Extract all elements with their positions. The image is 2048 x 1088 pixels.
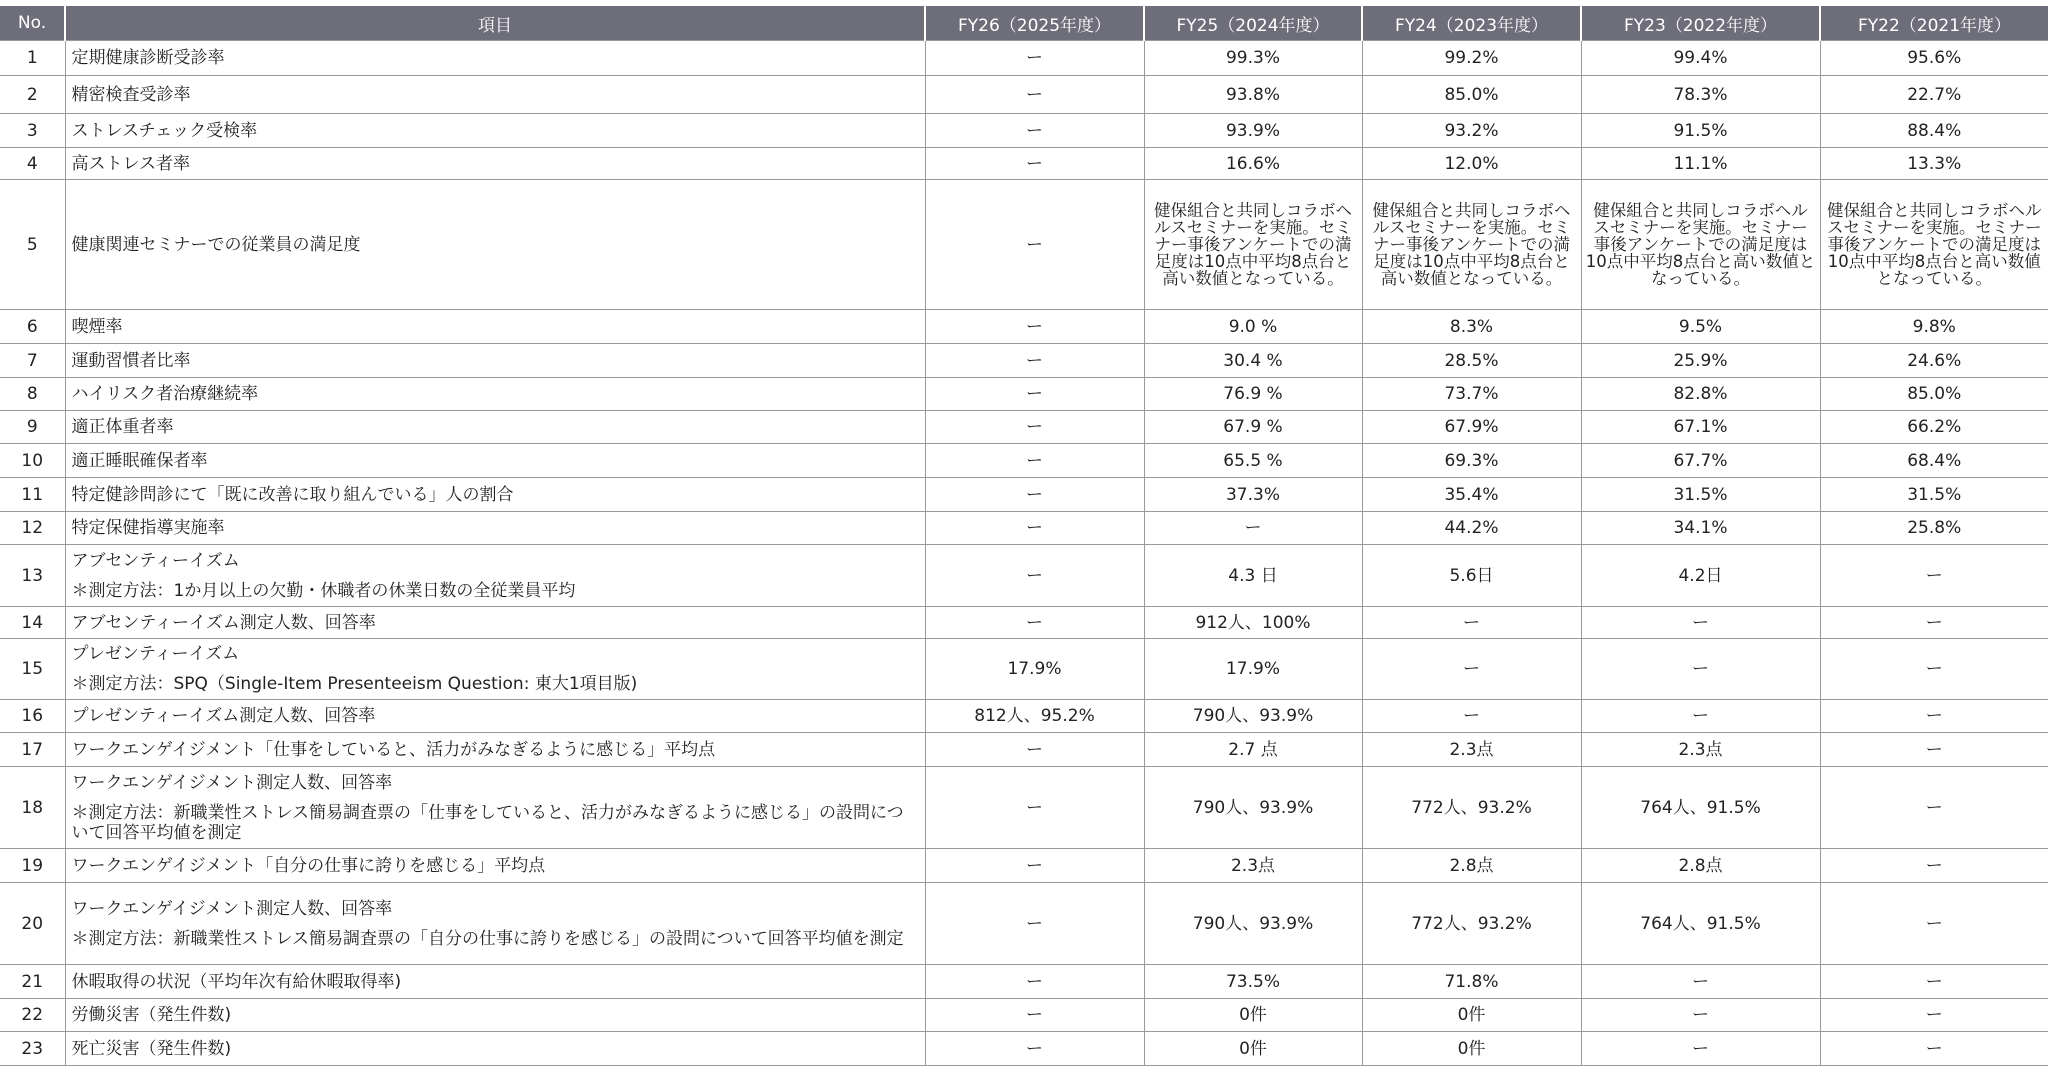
value-cell-fy24: ー [1362, 607, 1581, 639]
row-number: 12 [0, 512, 65, 545]
value-cell-fy24: 772人、93.2% [1362, 767, 1581, 849]
value-cell-fy25: 0件 [1144, 1032, 1362, 1066]
row-item-label: 適正体重者率 [71, 417, 174, 437]
row-number: 17 [0, 733, 65, 767]
table-row [0, 733, 2048, 767]
value-cell-fy24: 85.0% [1362, 76, 1581, 114]
value-cell-fy26: ー [925, 999, 1144, 1032]
row-number: 19 [0, 849, 65, 883]
value-cell-fy23: 99.4% [1581, 41, 1820, 76]
row-item-label: 健康関連セミナーでの従業員の満足度 [71, 234, 361, 255]
value-cell-fy24: 69.3% [1362, 444, 1581, 478]
value-cell-fy22: 31.5% [1820, 478, 2048, 512]
value-cell-fy26: ー [925, 849, 1144, 883]
table-row [0, 344, 2048, 378]
value-cell-fy26: 17.9% [925, 639, 1144, 700]
value-cell-fy26: ー [925, 883, 1144, 965]
row-item-cell [65, 41, 925, 76]
value-cell-fy22: 88.4% [1820, 114, 2048, 148]
value-cell-fy26: ー [925, 1032, 1144, 1066]
value-cell-fy22: ー [1820, 883, 2048, 965]
value-cell-fy22: 健保組合と共同しコラボヘルスセミナーを実施。セミナー事後アンケートでの満足度は10点中平均8点台と高い数値となっている。 [1820, 180, 2048, 310]
table-row [0, 444, 2048, 478]
row-item-cell [65, 607, 925, 639]
table-row [0, 310, 2048, 344]
value-cell-fy22: 22.7% [1820, 76, 2048, 114]
row-number: 21 [0, 965, 65, 999]
value-cell-fy24: 67.9% [1362, 411, 1581, 444]
row-item-cell [65, 344, 925, 378]
row-item-label: プレゼンティーイズム測定人数、回答率 [71, 706, 376, 726]
row-number: 15 [0, 639, 65, 700]
value-cell-fy25: 37.3% [1144, 478, 1362, 512]
value-cell-fy25: 99.3% [1144, 41, 1362, 76]
row-item-label: 適正睡眠確保者率 [71, 450, 208, 471]
value-cell-fy23: 2.3点 [1581, 733, 1820, 767]
table-row [0, 114, 2048, 148]
table-row [0, 76, 2048, 114]
value-cell-fy25: 790人、93.9% [1144, 883, 1362, 965]
table-row [0, 378, 2048, 411]
value-cell-fy22: 24.6% [1820, 344, 2048, 378]
row-item-label: 特定健診問診にて「既に改善に取り組んでいる」人の割合 [71, 484, 514, 505]
value-cell-fy26: ー [925, 180, 1144, 310]
value-cell-fy22: 95.6% [1820, 41, 2048, 76]
row-item-cell [65, 76, 925, 114]
value-cell-fy22: 85.0% [1820, 378, 2048, 411]
value-cell-fy23: 9.5% [1581, 310, 1820, 344]
row-number: 6 [0, 310, 65, 344]
row-item-cell [65, 512, 925, 545]
value-cell-fy23: 25.9% [1581, 344, 1820, 378]
value-cell-fy23: 764人、91.5% [1581, 883, 1820, 965]
table-row [0, 965, 2048, 999]
value-cell-fy26: ー [925, 478, 1144, 512]
header-fy24: FY24（2023年度） [1362, 6, 1581, 41]
value-cell-fy26: ー [925, 545, 1144, 607]
row-number: 14 [0, 607, 65, 639]
value-cell-fy26: ー [925, 411, 1144, 444]
value-cell-fy25: 健保組合と共同しコラボヘルスセミナーを実施。セミナー事後アンケートでの満足度は10点中平均8点台と高い数値となっている。 [1144, 180, 1362, 310]
value-cell-fy23: 34.1% [1581, 512, 1820, 545]
table-body [0, 41, 2048, 1066]
value-cell-fy24: 5.6日 [1362, 545, 1581, 607]
value-cell-fy24: 93.2% [1362, 114, 1581, 148]
table-row [0, 512, 2048, 545]
row-item-cell [65, 639, 925, 700]
row-item-label: アブセンティーイズム [71, 550, 240, 571]
table-row [0, 607, 2048, 639]
value-cell-fy26: ー [925, 310, 1144, 344]
table-row [0, 148, 2048, 180]
value-cell-fy24: 2.3点 [1362, 733, 1581, 767]
row-number: 7 [0, 344, 65, 378]
row-measurement-note: ＊測定方法：1か月以上の欠勤・休職者の休業日数の全従業員平均 [71, 580, 576, 601]
row-item-cell [65, 444, 925, 478]
table-row [0, 639, 2048, 700]
table-row [0, 999, 2048, 1032]
row-item-cell [65, 310, 925, 344]
row-item-cell [65, 411, 925, 444]
row-item-label: 運動習慣者比率 [71, 350, 191, 371]
header-fy26: FY26（2025年度） [925, 6, 1144, 41]
value-cell-fy26: ー [925, 41, 1144, 76]
value-cell-fy25: 30.4 % [1144, 344, 1362, 378]
value-cell-fy23: 健保組合と共同しコラボヘルスセミナーを実施。セミナー事後アンケートでの満足度は10点中平均8点台と高い数値となっている。 [1581, 180, 1820, 310]
value-cell-fy26: ー [925, 148, 1144, 180]
table-row [0, 700, 2048, 733]
row-number: 3 [0, 114, 65, 148]
row-item-label: ワークエンゲイジメント「仕事をしていると、活力がみなぎるように感じる」平均点 [71, 739, 716, 760]
value-cell-fy23: 67.1% [1581, 411, 1820, 444]
row-item-label: 特定保健指導実施率 [71, 518, 225, 538]
row-measurement-note: ＊測定方法：新職業性ストレス簡易調査票の「仕事をしていると、活力がみなぎるように感じる」の設問について回答平均値を測定 [71, 802, 904, 843]
value-cell-fy26: ー [925, 607, 1144, 639]
value-cell-fy26: 812人、95.2% [925, 700, 1144, 733]
row-number: 11 [0, 478, 65, 512]
row-item-label: ワークエンゲイジメント測定人数、回答率 [71, 898, 393, 919]
row-item-cell [65, 180, 925, 310]
value-cell-fy22: ー [1820, 607, 2048, 639]
row-number: 5 [0, 180, 65, 310]
value-cell-fy24: ー [1362, 639, 1581, 700]
value-cell-fy25: 4.3 日 [1144, 545, 1362, 607]
row-number: 8 [0, 378, 65, 411]
value-cell-fy26: ー [925, 767, 1144, 849]
row-item-label: アブセンティーイズム測定人数、回答率 [71, 612, 376, 633]
table-row [0, 545, 2048, 607]
value-cell-fy26: ー [925, 76, 1144, 114]
row-measurement-note: ＊測定方法：新職業性ストレス簡易調査票の「自分の仕事に誇りを感じる」の設問について回答平均値を測定 [71, 928, 904, 949]
value-cell-fy22: ー [1820, 1032, 2048, 1066]
row-item-cell [65, 378, 925, 411]
row-number: 4 [0, 148, 65, 180]
row-item-cell [65, 545, 925, 607]
table-row [0, 1032, 2048, 1066]
value-cell-fy26: ー [925, 512, 1144, 545]
row-item-cell [65, 849, 925, 883]
value-cell-fy22: 9.8% [1820, 310, 2048, 344]
row-number: 9 [0, 411, 65, 444]
row-item-label: ワークエンゲイジメント測定人数、回答率 [71, 772, 393, 793]
value-cell-fy25: 73.5% [1144, 965, 1362, 999]
row-number: 1 [0, 41, 65, 76]
row-number: 10 [0, 444, 65, 478]
value-cell-fy22: ー [1820, 733, 2048, 767]
value-cell-fy23: 4.2日 [1581, 545, 1820, 607]
row-item-label: 定期健康診断受診率 [71, 48, 225, 68]
value-cell-fy25: 65.5 % [1144, 444, 1362, 478]
value-cell-fy23: ー [1581, 1032, 1820, 1066]
value-cell-fy25: 790人、93.9% [1144, 700, 1362, 733]
header-fy25: FY25（2024年度） [1144, 6, 1362, 41]
value-cell-fy24: 99.2% [1362, 41, 1581, 76]
row-item-label: ストレスチェック受検率 [71, 120, 258, 141]
row-item-label: 喫煙率 [71, 316, 123, 337]
value-cell-fy25: 16.6% [1144, 148, 1362, 180]
row-item-label: 精密検査受診率 [71, 84, 191, 105]
value-cell-fy26: ー [925, 733, 1144, 767]
value-cell-fy23: 82.8% [1581, 378, 1820, 411]
header-fy22: FY22（2021年度） [1820, 6, 2048, 41]
table-row [0, 41, 2048, 76]
value-cell-fy23: ー [1581, 965, 1820, 999]
value-cell-fy25: 93.8% [1144, 76, 1362, 114]
value-cell-fy24: 2.8点 [1362, 849, 1581, 883]
value-cell-fy24: 73.7% [1362, 378, 1581, 411]
value-cell-fy23: 78.3% [1581, 76, 1820, 114]
value-cell-fy24: 28.5% [1362, 344, 1581, 378]
table-row [0, 849, 2048, 883]
row-item-label: ハイリスク者治療継続率 [71, 384, 259, 404]
value-cell-fy22: ー [1820, 545, 2048, 607]
value-cell-fy25: 76.9 % [1144, 378, 1362, 411]
value-cell-fy23: 91.5% [1581, 114, 1820, 148]
value-cell-fy22: ー [1820, 849, 2048, 883]
row-item-cell [65, 965, 925, 999]
value-cell-fy22: ー [1820, 999, 2048, 1032]
row-number: 13 [0, 545, 65, 607]
row-item-label: ワークエンゲイジメント「自分の仕事に誇りを感じる」平均点 [71, 855, 546, 876]
value-cell-fy23: 31.5% [1581, 478, 1820, 512]
value-cell-fy25: 790人、93.9% [1144, 767, 1362, 849]
header-item: 項目 [65, 6, 925, 41]
value-cell-fy26: ー [925, 378, 1144, 411]
value-cell-fy25: 0件 [1144, 999, 1362, 1032]
value-cell-fy24: 0件 [1362, 999, 1581, 1032]
header-fy23: FY23（2022年度） [1581, 6, 1820, 41]
row-item-cell [65, 700, 925, 733]
value-cell-fy23: 11.1% [1581, 148, 1820, 180]
value-cell-fy26: ー [925, 965, 1144, 999]
value-cell-fy26: ー [925, 344, 1144, 378]
value-cell-fy24: 8.3% [1362, 310, 1581, 344]
value-cell-fy25: 93.9% [1144, 114, 1362, 148]
row-number: 18 [0, 767, 65, 849]
value-cell-fy25: 9.0 % [1144, 310, 1362, 344]
header-no: No. [0, 6, 65, 41]
row-item-cell [65, 148, 925, 180]
row-item-cell [65, 733, 925, 767]
value-cell-fy22: 68.4% [1820, 444, 2048, 478]
row-number: 2 [0, 76, 65, 114]
table-row [0, 883, 2048, 965]
value-cell-fy23: 67.7% [1581, 444, 1820, 478]
health-metrics-table-container [0, 6, 2048, 1066]
row-number: 16 [0, 700, 65, 733]
value-cell-fy24: 0件 [1362, 1032, 1581, 1066]
value-cell-fy25: 67.9 % [1144, 411, 1362, 444]
value-cell-fy22: ー [1820, 639, 2048, 700]
value-cell-fy24: 772人、93.2% [1362, 883, 1581, 965]
table-row [0, 180, 2048, 310]
row-item-cell [65, 999, 925, 1032]
value-cell-fy25: ー [1144, 512, 1362, 545]
row-item-cell [65, 1032, 925, 1066]
health-metrics-table [0, 6, 2048, 1066]
value-cell-fy22: 66.2% [1820, 411, 2048, 444]
value-cell-fy25: 2.3点 [1144, 849, 1362, 883]
value-cell-fy23: 764人、91.5% [1581, 767, 1820, 849]
value-cell-fy22: 13.3% [1820, 148, 2048, 180]
value-cell-fy25: 17.9% [1144, 639, 1362, 700]
value-cell-fy25: 2.7 点 [1144, 733, 1362, 767]
value-cell-fy22: ー [1820, 700, 2048, 733]
value-cell-fy24: ー [1362, 700, 1581, 733]
value-cell-fy24: 35.4% [1362, 478, 1581, 512]
row-item-cell [65, 114, 925, 148]
value-cell-fy26: ー [925, 444, 1144, 478]
row-item-label: 労働災害（発生件数) [71, 1005, 232, 1025]
value-cell-fy24: 71.8% [1362, 965, 1581, 999]
value-cell-fy23: 2.8点 [1581, 849, 1820, 883]
row-item-label: 休暇取得の状況（平均年次有給休暇取得率) [71, 971, 402, 992]
value-cell-fy24: 健保組合と共同しコラボヘルスセミナーを実施。セミナー事後アンケートでの満足度は10点中平均8点台と高い数値となっている。 [1362, 180, 1581, 310]
value-cell-fy26: ー [925, 114, 1144, 148]
table-row [0, 478, 2048, 512]
row-number: 23 [0, 1032, 65, 1066]
value-cell-fy24: 12.0% [1362, 148, 1581, 180]
row-item-label: 高ストレス者率 [71, 153, 190, 174]
value-cell-fy22: ー [1820, 767, 2048, 849]
table-row [0, 411, 2048, 444]
row-item-cell [65, 767, 925, 849]
value-cell-fy23: ー [1581, 639, 1820, 700]
row-item-cell [65, 883, 925, 965]
value-cell-fy22: ー [1820, 965, 2048, 999]
row-number: 22 [0, 999, 65, 1032]
value-cell-fy24: 44.2% [1362, 512, 1581, 545]
row-number: 20 [0, 883, 65, 965]
table-row [0, 767, 2048, 849]
row-item-label: 死亡災害（発生件数) [71, 1038, 232, 1059]
row-item-label: プレゼンティーイズム [71, 644, 240, 664]
value-cell-fy22: 25.8% [1820, 512, 2048, 545]
table-header-row [0, 6, 2048, 41]
row-measurement-note: ＊測定方法：SPQ（Single-Item Presenteeism Question: 東大1項目版) [71, 674, 638, 694]
value-cell-fy25: 912人、100% [1144, 607, 1362, 639]
value-cell-fy23: ー [1581, 999, 1820, 1032]
value-cell-fy23: ー [1581, 700, 1820, 733]
value-cell-fy23: ー [1581, 607, 1820, 639]
row-item-cell [65, 478, 925, 512]
